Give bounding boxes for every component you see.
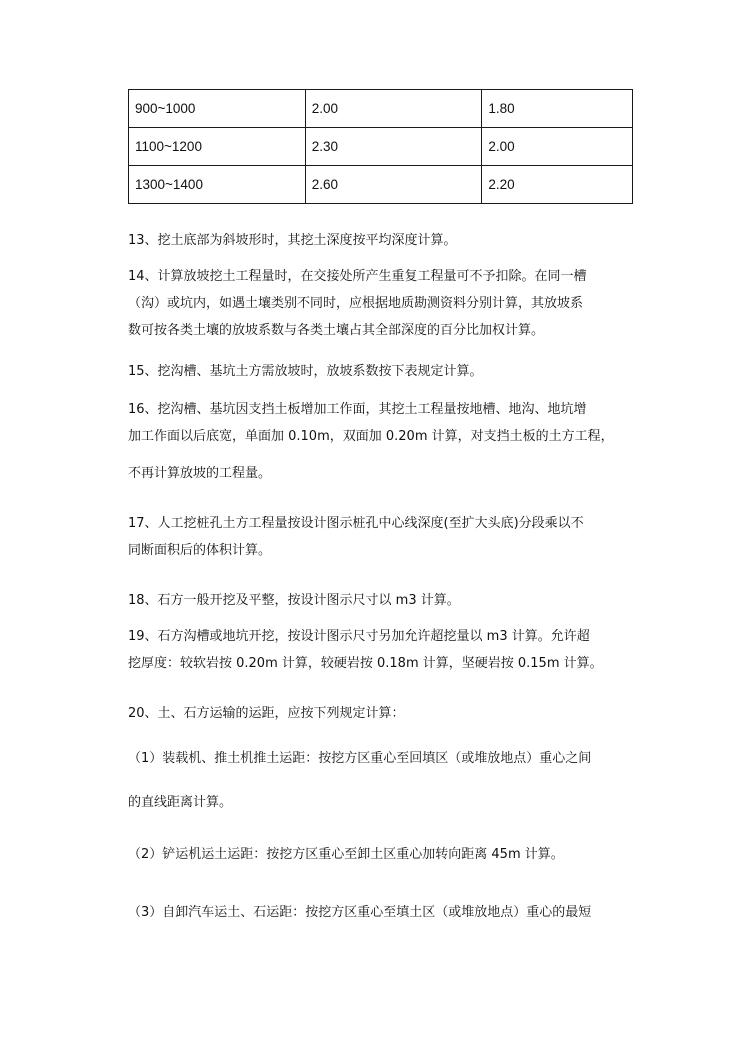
paragraph-line: 挖厚度：较软岩按 0.20m 计算，较硬岩按 0.18m 计算，坚硬岩按 0.15m 计算。 [128, 656, 603, 671]
paragraph-line: （沟）或坑内，如遇土壤类别不同时，应根据地质勘测资料分别计算，其放坡系 [128, 296, 584, 311]
paragraph-15 [128, 358, 643, 385]
paragraph-line: 的直线距离计算。 [128, 795, 233, 810]
paragraph-line: 19、石方沟槽或地坑开挖，按设计图示尺寸另加允许超挖量以 m3 计算。允许超 [128, 629, 590, 644]
paragraph-20-2 [128, 841, 643, 868]
table-row [129, 90, 633, 128]
paragraph-line: 20、土、石方运输的运距，应按下列规定计算： [128, 706, 405, 721]
paragraph-line: 数可按各类土壤的放坡系数与各类土壤占其全部深度的百分比加权计算。 [128, 323, 545, 338]
paragraph-18 [128, 587, 643, 614]
paragraph-20 [128, 700, 643, 727]
paragraph-line: 同断面积后的体积计算。 [128, 543, 272, 558]
table-cell: 2.00 [482, 128, 633, 166]
paragraph-20-1 [128, 745, 643, 816]
table-cell: 2.60 [305, 166, 482, 204]
table-cell: 1300~1400 [129, 166, 306, 204]
table-cell: 2.30 [305, 128, 482, 166]
paragraph-line: 17、人工挖桩孔土方工程量按设计图示桩孔中心线深度(至扩大头底)分段乘以不 [128, 516, 584, 531]
table-cell: 2.00 [305, 90, 482, 128]
table-row [129, 128, 633, 166]
paragraph-19 [128, 623, 643, 677]
table-cell: 900~1000 [129, 90, 306, 128]
table-cell: 1100~1200 [129, 128, 306, 166]
paragraph-line: （2）铲运机运土运距：按挖方区重心至卸土区重心加转向距离 45m 计算。 [128, 847, 564, 862]
paragraph-13 [128, 227, 643, 254]
table-row [129, 166, 633, 204]
paragraph-14 [128, 263, 643, 344]
paragraph-20-3 [128, 899, 643, 926]
paragraph-line: 15、挖沟槽、基坑土方需放坡时，放坡系数按下表规定计算。 [128, 364, 483, 379]
paragraph-line: 不再计算放坡的工程量。 [128, 466, 272, 481]
paragraph-17 [128, 510, 643, 564]
paragraph-line: （3）自卸汽车运土、石运距：按挖方区重心至填土区（或堆放地点）重心的最短 [128, 905, 592, 920]
paragraph-line: 加工作面以后底宽，单面加 0.10m，双面加 0.20m 计算，对支挡土板的土方工程， [128, 429, 614, 444]
paragraph-line: （1）装载机、推土机推土运距：按挖方区重心至回填区（或堆放地点）重心之间 [128, 751, 592, 766]
paragraph-line: 18、石方一般开挖及平整，按设计图示尺寸以 m3 计算。 [128, 593, 460, 608]
slope-coefficient-table [128, 89, 633, 204]
paragraph-line: 16、挖沟槽、基坑因支挡土板增加工作面，其挖土工程量按地槽、地沟、地坑增 [128, 402, 587, 417]
paragraph-line: 14、计算放坡挖土工程量时，在交接处所产生重复工程量可不予扣除。在同一槽 [128, 269, 587, 284]
table-cell: 1.80 [482, 90, 633, 128]
paragraph-16 [128, 396, 643, 487]
table-cell: 2.20 [482, 166, 633, 204]
paragraph-line: 13、挖土底部为斜坡形时，其挖土深度按平均深度计算。 [128, 233, 457, 248]
